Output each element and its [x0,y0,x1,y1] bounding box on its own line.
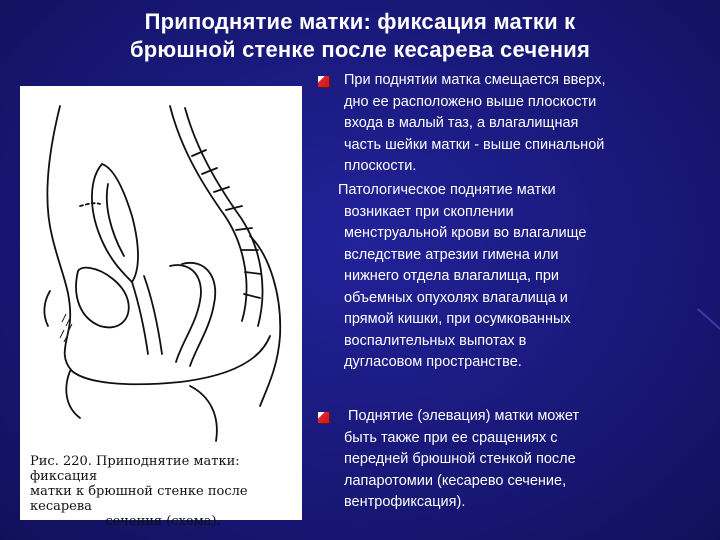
caption-line-2: матки к брюшной стенке после кесарева [30,484,248,514]
caption-line-1: Рис. 220. Приподнятие матки: фиксация [30,454,240,484]
para2-line: воспалительных выпотах в [344,332,527,349]
bullet2-line: вентрофиксация). [344,494,466,510]
anatomical-figure [20,86,302,529]
bullet-paragraph-2 [344,406,579,514]
para2-line: нижнего отдела влагалища, при [344,268,560,284]
para2-line: вследствие атрезии гимена или [344,246,559,263]
bullet1-line: входа в малый таз, а влагалищная [344,115,579,131]
para2-line: дугласовом пространстве. [344,354,522,370]
bullet2-line: Поднятие (элевация) матки может [344,408,580,424]
bullet1-line: При поднятии матка смещается вверх, [344,72,606,88]
bullet-marker-icon [318,412,329,423]
bullet1-line: часть шейки матки - выше спинальной [344,136,605,153]
para2-line: объемных опухолях влагалища и [344,289,568,306]
para2-line: возникает при скоплении [344,203,514,220]
bullet2-line: лапаротомии (кесарево сечение, [344,472,567,489]
para2-line: прямой кишки, при осумкованных [344,311,571,327]
title-line-1: Приподнятие матки: фиксация матки к [144,9,576,34]
slide-title [0,8,720,64]
bullet-paragraph-1 [344,70,605,178]
decorative-line [697,308,720,330]
bullet2-line: быть также при ее сращениях с [344,429,558,446]
bullet2-line: передней брюшной стенкой после [344,451,576,467]
figure-caption [30,454,296,529]
bullet1-line: плоскости. [344,158,417,174]
para2-line: менструальной крови во влагалище [344,225,587,241]
paragraph-2 [338,180,586,374]
title-line-2: брюшной стенке после кесарева сечения [129,37,591,62]
caption-line-3: сечения (схема). [105,514,221,529]
bullet1-line: дно ее расположено выше плоскости [344,93,597,110]
para2-line: Патологическое поднятие матки [338,182,556,198]
bullet-marker-icon [318,76,329,87]
